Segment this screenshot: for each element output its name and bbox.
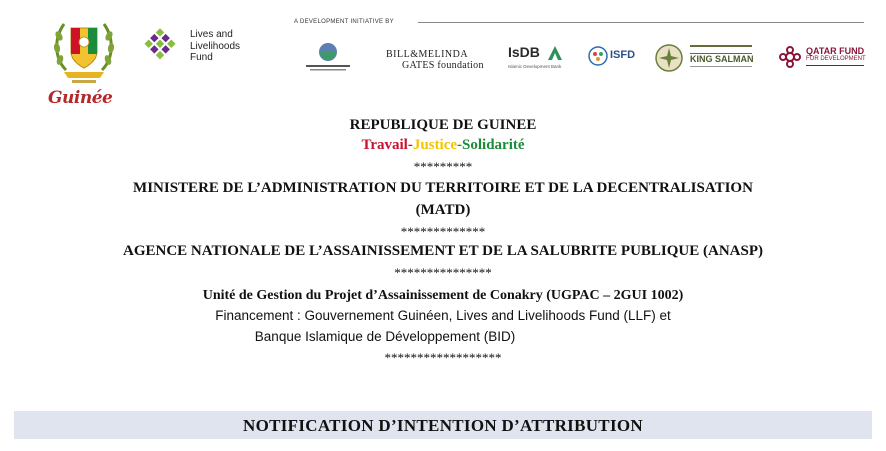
motto-solidarite: Solidarité (462, 137, 525, 153)
motto-separator-2: - (457, 137, 463, 153)
llf-mark-icon (132, 26, 188, 70)
motto-travail: Travail (361, 137, 408, 153)
king-salman-mark-icon (654, 43, 684, 73)
isfd-name: ISFD (610, 49, 636, 61)
llf-name (190, 29, 270, 64)
llf-name-line-2: Livelihoods (190, 40, 241, 52)
initiative-label: A DEVELOPMENT INITIATIVE BY (294, 19, 394, 25)
qatar-fund-line-2: FOR DEVELOPMENT (806, 56, 866, 62)
national-motto (0, 137, 886, 154)
isdb-mark-icon (546, 44, 564, 62)
star-separator-4: ****************** (384, 350, 502, 365)
star-separator-1: ********* (413, 159, 473, 174)
isdb-name: IsDB (508, 44, 540, 60)
gates-line-1: BILL&MELINDA (386, 49, 469, 60)
motto-separator-1: - (407, 137, 413, 153)
gates-line-2: GATES foundation (402, 60, 484, 71)
llf-name-line-3: Fund (190, 52, 213, 63)
qatar-fund-arabic (806, 65, 864, 70)
guinee-logo-text: Guinée (48, 88, 113, 108)
ministry-title: MINISTERE DE L’ADMINISTRATION DU TERRITOIRE ET DE LA DECENTRALISATION (133, 180, 753, 196)
llf-logo (132, 26, 272, 70)
partner-qatar-fund-logo (778, 40, 878, 76)
partner-king-salman-logo (654, 40, 760, 76)
star-separator-2: ************* (400, 224, 486, 239)
notification-title: NOTIFICATION D’INTENTION D’ATTRIBUTION (243, 416, 643, 435)
llf-name-line-1: Lives and (190, 29, 233, 40)
republic-title: REPUBLIQUE DE GUINEE (349, 117, 537, 133)
financing-line-1: Financement : Gouvernement Guinéen, Lives and Livelihoods Fund (LLF) et (215, 308, 671, 323)
king-salman-arabic (690, 45, 752, 54)
project-unit-title: Unité de Gestion du Projet d’Assainissement de Conakry (UGPAC – 2GUI 1002) (202, 288, 684, 303)
isfd-mark-icon (588, 46, 608, 66)
motto-justice: Justice (412, 137, 458, 153)
ministry-abbreviation: (MATD) (415, 202, 471, 218)
qatar-fund-line-1: QATAR FUND (806, 46, 865, 56)
partner-isfd-logo (588, 40, 638, 76)
financing-line-2: Banque Islamique de Développement (BID) (254, 329, 516, 344)
guinee-coat-of-arms-logo (44, 8, 124, 108)
partner-isdb-logo (508, 40, 570, 76)
king-salman-name: KING SALMAN (690, 54, 754, 64)
isdb-subtitle: Islamic Development Bank (508, 64, 562, 69)
king-salman-subtitle (690, 66, 752, 67)
qatar-fund-mark-icon (778, 45, 802, 69)
star-separator-3: *************** (394, 265, 492, 280)
initiative-divider (418, 22, 864, 23)
partner-adfd-logo (298, 40, 358, 76)
partner-gates-logo (380, 40, 490, 76)
agency-title: AGENCE NATIONALE DE L’ASSAINISSEMENT ET DE LA SALUBRITE PUBLIQUE (ANASP) (122, 243, 764, 259)
